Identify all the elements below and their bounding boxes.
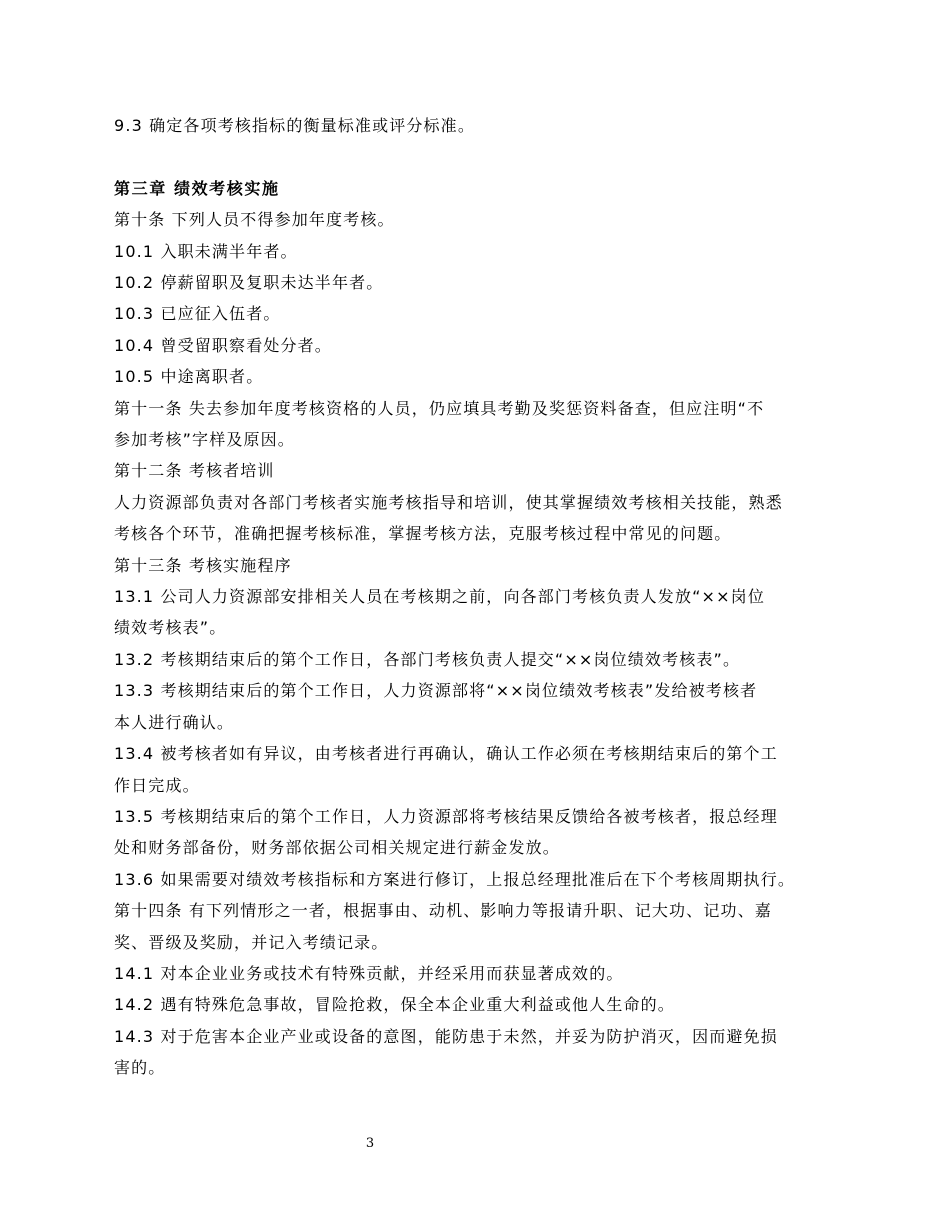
text-line: 13.3 考核期结束后的第个工作日，人力资源部将“××岗位绩效考核表”发给被考核者 (114, 681, 758, 701)
text-line: 奖、晋级及奖励，并记入考绩记录。 (114, 932, 389, 952)
chapter-heading: 第三章 绩效考核实施 (114, 178, 280, 198)
text-line: 第十三条 考核实施程序 (114, 555, 292, 575)
text-line: 10.5 中途离职者。 (114, 367, 264, 387)
text-line: 13.2 考核期结束后的第个工作日，各部门考核负责人提交“××岗位绩效考核表”。 (114, 649, 741, 669)
text-line: 13.6 如果需要对绩效考核指标和方案进行修订，上报总经理批准后在下个考核周期执行。 (114, 869, 796, 889)
text-line: 参加考核”字样及原因。 (114, 430, 295, 450)
text-line: 第十条 下列人员不得参加年度考核。 (114, 210, 395, 230)
text-line: 第十一条 失去参加年度考核资格的人员，仍应填具考勤及奖惩资料备查，但应注明“不 (114, 398, 765, 418)
text-line: 13.5 考核期结束后的第个工作日，人力资源部将考核结果反馈给各被考核者，报总经理 (114, 806, 778, 826)
text-line: 10.1 入职未满半年者。 (114, 241, 298, 261)
text-line: 14.3 对于危害本企业产业或设备的意图，能防患于未然，并妥为防护消灭，因而避免损 (114, 1026, 778, 1046)
text-line: 13.4 被考核者如有异议，由考核者进行再确认，确认工作必须在考核期结束后的第个工 (114, 744, 778, 764)
text-line: 绩效考核表”。 (114, 618, 227, 638)
text-line: 14.1 对本企业业务或技术有特殊贡献，并经采用而获显著成效的。 (114, 963, 624, 983)
text-line: 13.1 公司人力资源部安排相关人员在考核期之前，向各部门考核负责人发放“××岗位 (114, 587, 765, 607)
text-line: 9.3 确定各项考核指标的衡量标准或评分标准。 (114, 116, 475, 135)
text-line: 处和财务部备份，财务部依据公司相关规定进行薪金发放。 (114, 838, 560, 858)
text-line: 10.2 停薪留职及复职未达半年者。 (114, 273, 384, 293)
text-line: 14.2 遇有特殊危急事故，冒险抢救，保全本企业重大利益或他人生命的。 (114, 995, 675, 1015)
text-line: 第十四条 有下列情形之一者，根据事由、动机、影响力等报请升职、记大功、记功、嘉 (114, 901, 772, 921)
text-line: 人力资源部负责对各部门考核者实施考核指导和培训，使其掌握绩效考核相关技能，熟悉 (114, 492, 783, 512)
blank-line (114, 141, 844, 172)
page-number: 3 (365, 1136, 375, 1151)
text-line: 作日完成。 (114, 775, 200, 795)
text-line: 10.4 曾受留职察看处分者。 (114, 335, 332, 355)
text-line: 本人进行确认。 (114, 712, 235, 732)
text-line: 考核各个环节，准确把握考核标准，掌握考核方法，克服考核过程中常见的问题。 (114, 524, 732, 544)
document-body (114, 110, 844, 1084)
text-line: 10.3 已应征入伍者。 (114, 304, 281, 324)
text-line: 害的。 (114, 1058, 166, 1078)
text-line: 第十二条 考核者培训 (114, 461, 275, 481)
